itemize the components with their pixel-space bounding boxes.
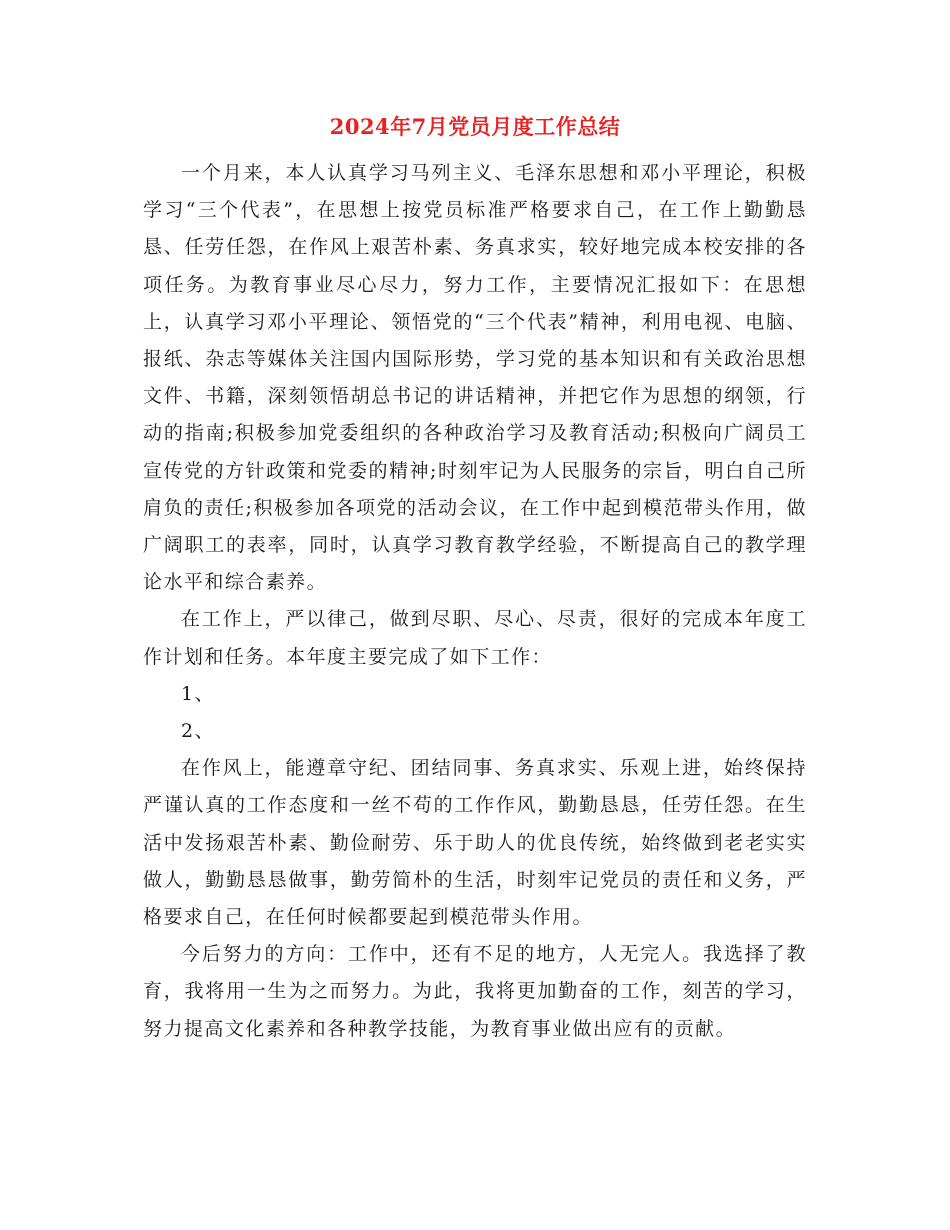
paragraph-work: 在工作上，严以律己，做到尽职、尽心、尽责，很好的完成本年度工作计划和任务。本年度主要完成了如下工作： — [143, 608, 807, 668]
document-title: 2024年7月党员月度工作总结 — [329, 114, 621, 139]
paragraph-style: 在作风上，能遵章守纪、团结同事、务真求实、乐观上进，始终保持严谨认真的工作态度和一丝不苟的工作作风，勤勤恳恳，任劳任怨。在生活中发扬艰苦朴素、勤俭耐劳、乐于助人的优良传统，始终做到老老实实做人，勤勤恳恳做事，勤劳简朴的生活，时刻牢记党员的责任和义务，严格要求自己，在任何时候都要起到模范带头作用。 — [143, 757, 807, 929]
list-item-1: 1、 — [181, 682, 215, 705]
list-item-2: 2、 — [181, 720, 215, 743]
document-body — [143, 155, 807, 1048]
paragraph-future: 今后努力的方向：工作中，还有不足的地方，人无完人。我选择了教育，我将用一生为之而努力。为此，我将更加勤奋的工作，刻苦的学习，努力提高文化素养和各种教学技能，为教育事业做出应有的贡献。 — [143, 943, 807, 1040]
paragraph-intro: 一个月来，本人认真学习马列主义、毛泽东思想和邓小平理论，积极学习“三个代表”，在思想上按党员标准严格要求自己，在工作上勤勤恳恳、任劳任怨，在作风上艰苦朴素、务真求实，较好地完成本校安排的各项任务。为教育事业尽心尽力，努力工作，主要情况汇报如下：在思想上，认真学习邓小平理论、领悟党的“三个代表”精神，利用电视、电脑、报纸、杂志等媒体关注国内国际形势，学习党的基本知识和有关政治思想文件、书籍，深刻领悟胡总书记的讲话精神，并把它作为思想的纲领，行动的指南;积极参加党委组织的各种政治学习及教育活动;积极向广阔员工宣传党的方针政策和党委的精神;时刻牢记为人民服务的宗旨，明白自己所肩负的责任;积极参加各项党的活动会议，在工作中起到模范带头作用，做广阔职工的表率，同时，认真学习教育教学经验，不断提高自己的教学理论水平和综合素养。 — [143, 162, 807, 594]
